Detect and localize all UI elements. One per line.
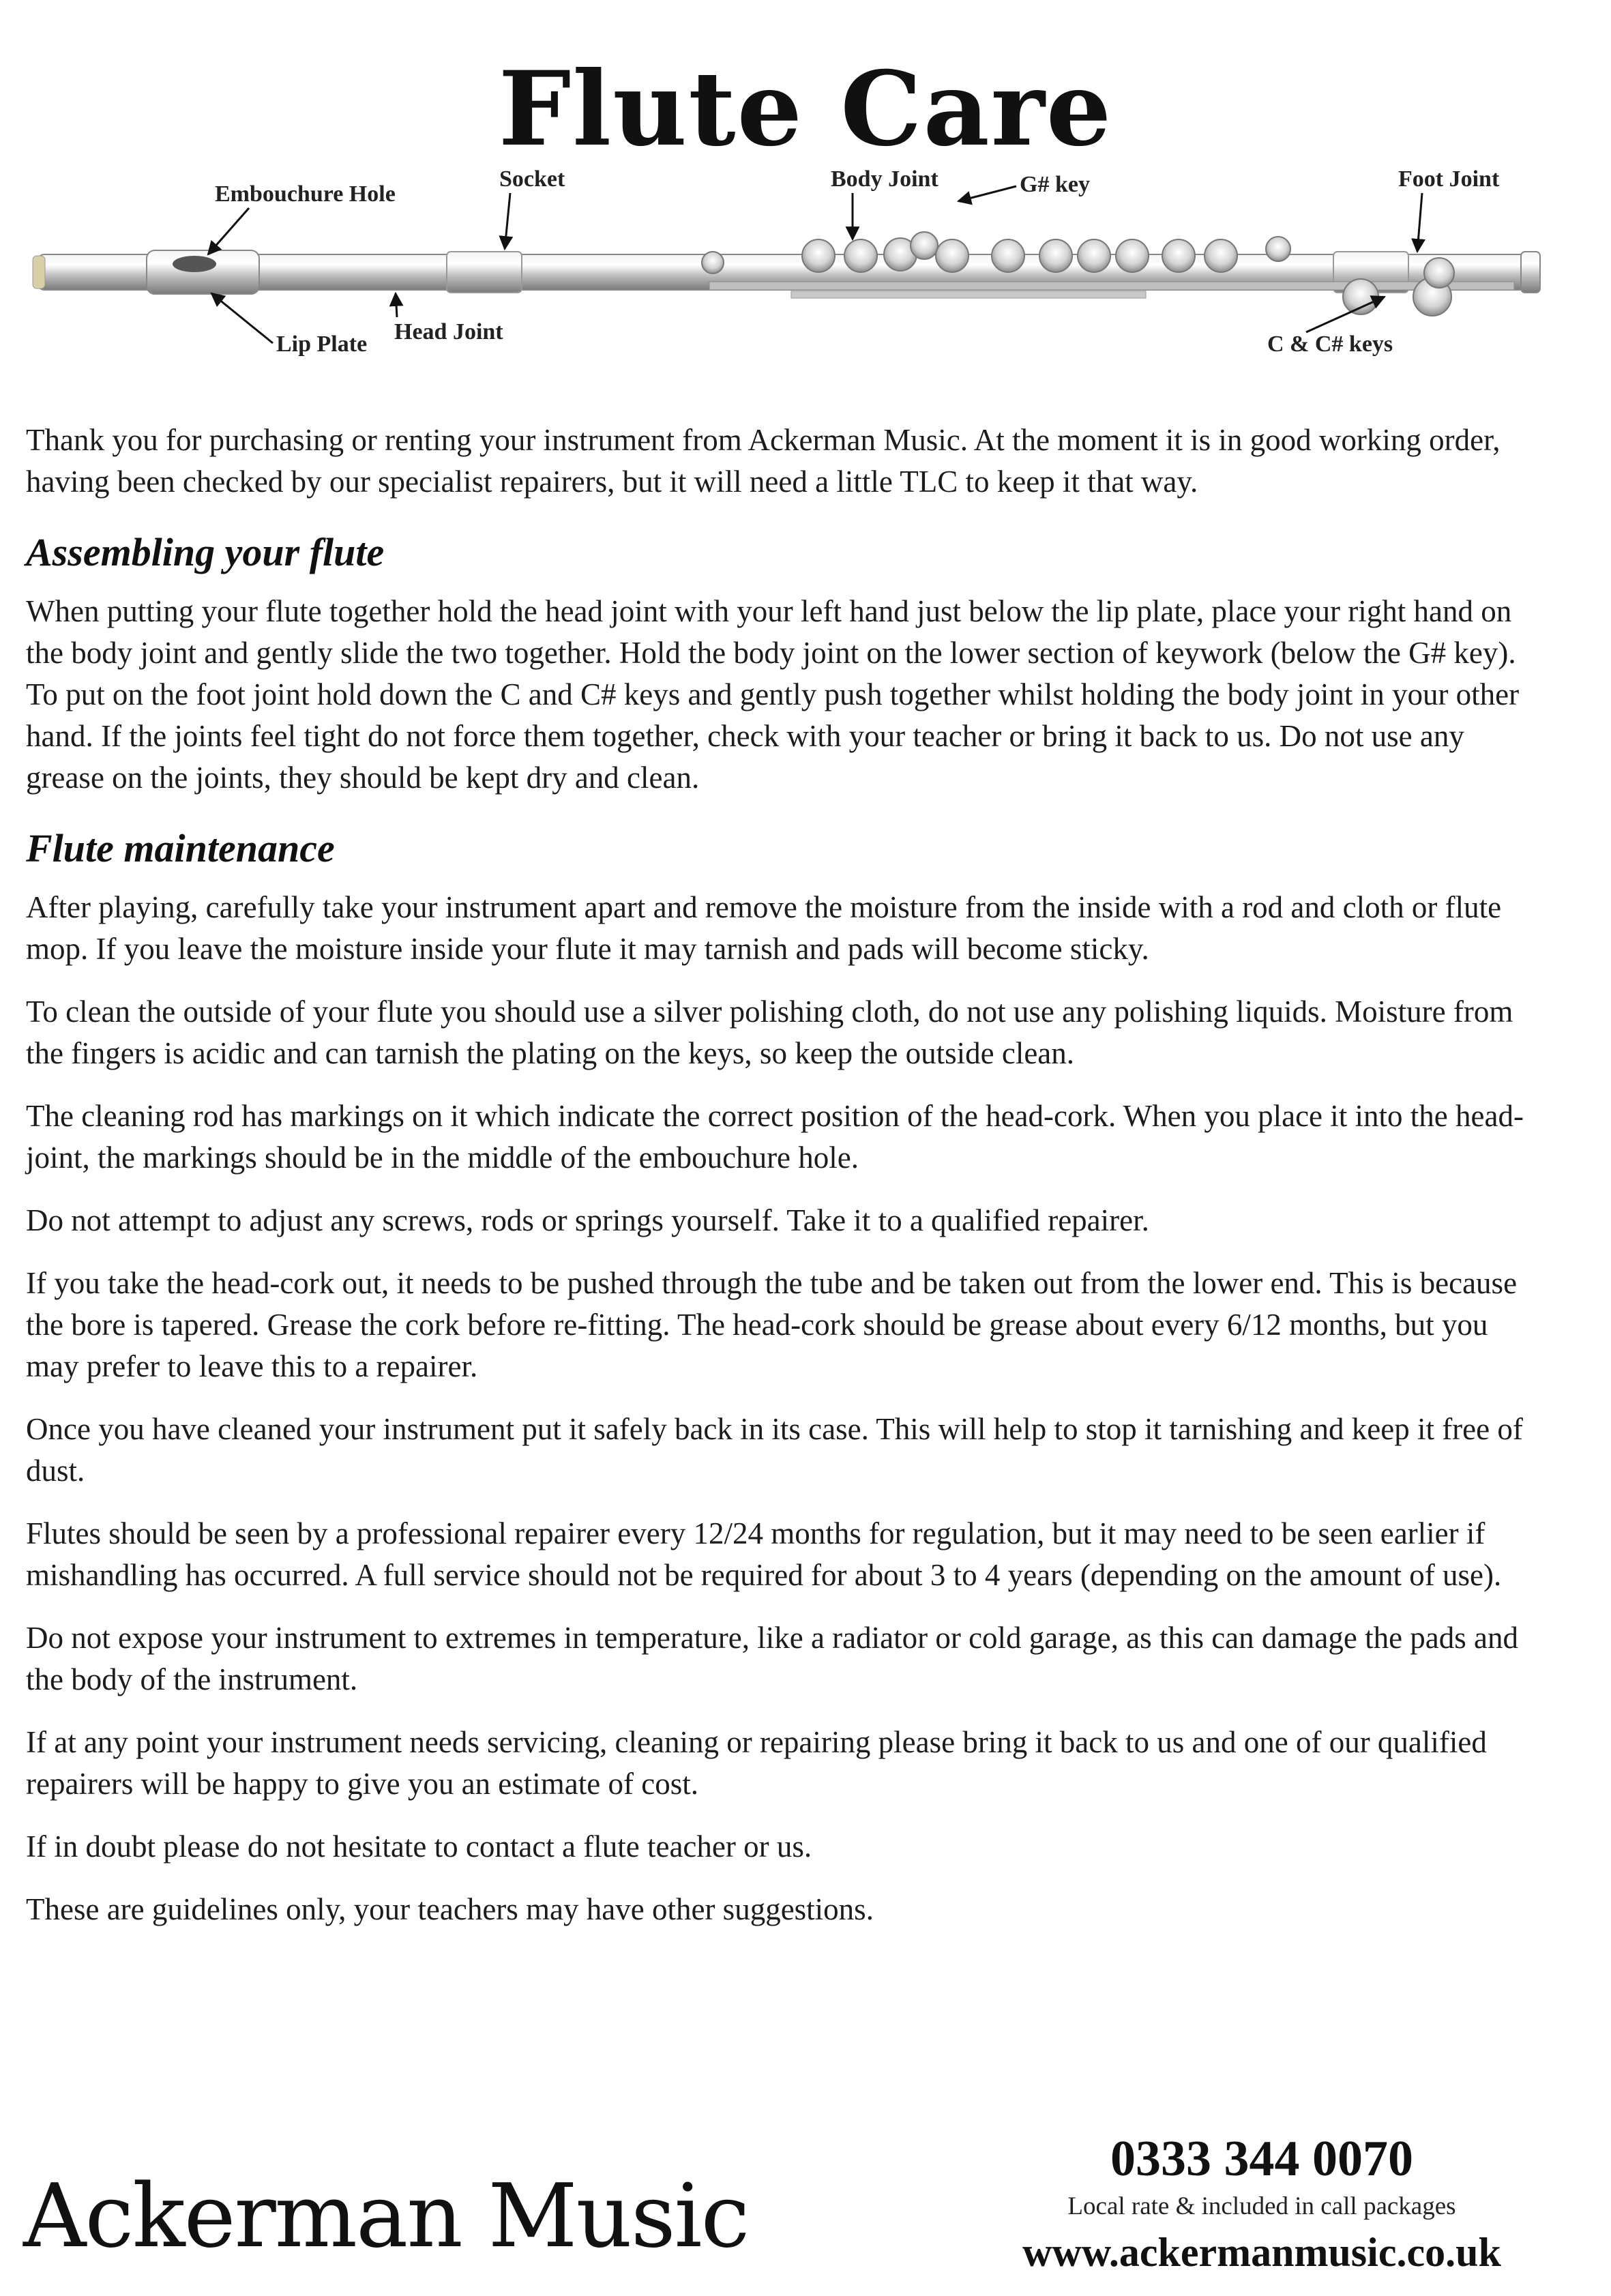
maintenance-paragraph: If you take the head-cork out, it needs to be pushed through the tube and be taken out from the lower end. This is because the bore is tapered. Grease the cork before re-fitting. The head-cork should be grease about every 6/12 months, but you may prefer to leave this to a repairer. [26, 1266, 1518, 1383]
label-socket: Socket [499, 166, 565, 192]
label-embouchure-hole: Embouchure Hole [215, 181, 396, 207]
maintenance-paragraph: The cleaning rod has markings on it which indicate the correct position of the head-cork. When you place it into the head-joint, the markings should be in the middle of the embouchure hole. [26, 1099, 1524, 1175]
ackerman-music-logo: Ackerman Music [23, 2166, 749, 2267]
flute-illustration [33, 232, 1540, 316]
label-foot-joint: Foot Joint [1398, 166, 1500, 192]
maintenance-paragraph: If at any point your instrument needs servicing, cleaning or repairing please bring it back to us and one of our qualified repairers will be happy to give you an estimate of cost. [26, 1725, 1487, 1801]
website-link[interactable]: www.ackermanmusic.co.uk [1022, 2230, 1501, 2275]
phone-number: 0333 344 0070 [1110, 2131, 1413, 2187]
maintenance-paragraph: After playing, carefully take your instrument apart and remove the moisture from the inside with a rod and cloth or flute mop. If you leave the moisture inside your flute it may tarnish and pads will become sticky. [26, 890, 1502, 966]
maintenance-heading: Flute maintenance [26, 826, 335, 870]
maintenance-paragraph: Do not attempt to adjust any screws, rods or springs yourself. Take it to a qualified repairer. [26, 1203, 1149, 1237]
assembling-paragraph: When putting your flute together hold the head joint with your left hand just below the lip plate, place your right hand on the body joint and gently slide the two together. Hold the body joint on the lower section of keywork (below the G# key). To put on the foot joint hold down the C and C# keys and gently push together whilst holding the body joint in your other hand. If the joints feel tight do not force them together, check with your teacher or bring it back to us. Do not use any grease on the joints, they should be kept dry and clean. [26, 594, 1520, 795]
maintenance-paragraph: Once you have cleaned your instrument put it safely back in its case. This will help to stop it tarnishing and keep it free of dust. [26, 1412, 1523, 1488]
maintenance-paragraph: To clean the outside of your flute you should use a silver polishing cloth, do not use any polishing liquids. Moisture from the fingers is acidic and can tarnish the plating on the keys, so keep the outside clean. [26, 995, 1513, 1070]
label-body-joint: Body Joint [831, 166, 938, 192]
maintenance-paragraph: If in doubt please do not hesitate to contact a flute teacher or us. [26, 1829, 812, 1864]
page-title: Flute Care [498, 49, 1113, 169]
label-c-keys: C & C# keys [1267, 332, 1393, 357]
main-content [26, 420, 1547, 1952]
label-head-joint: Head Joint [394, 319, 503, 344]
maintenance-paragraph: Do not expose your instrument to extremes in temperature, like a radiator or cold garage, as this can damage the pads and the body of the instrument. [26, 1621, 1519, 1696]
maintenance-paragraph: Flutes should be seen by a professional repairer every 12/24 months for regulation, but it may need to be seen earlier if mishandling has occurred. A full service should not be required for about 3 to 4 years (depending on the amount of use). [26, 1516, 1502, 1592]
intro-paragraph: Thank you for purchasing or renting your instrument from Ackerman Music. At the moment it is in good working order, having been checked by our specialist repairers, but it will need a little TLC to keep it that way. [26, 423, 1501, 499]
label-lip-plate: Lip Plate [276, 332, 368, 357]
label-g-sharp-key: G# key [1020, 172, 1090, 197]
rate-note: Local rate & included in call packages [1067, 2192, 1456, 2220]
maintenance-paragraph: These are guidelines only, your teachers may have other suggestions. [26, 1892, 874, 1926]
flute-diagram [0, 153, 1611, 379]
assembling-heading: Assembling your flute [26, 530, 385, 574]
